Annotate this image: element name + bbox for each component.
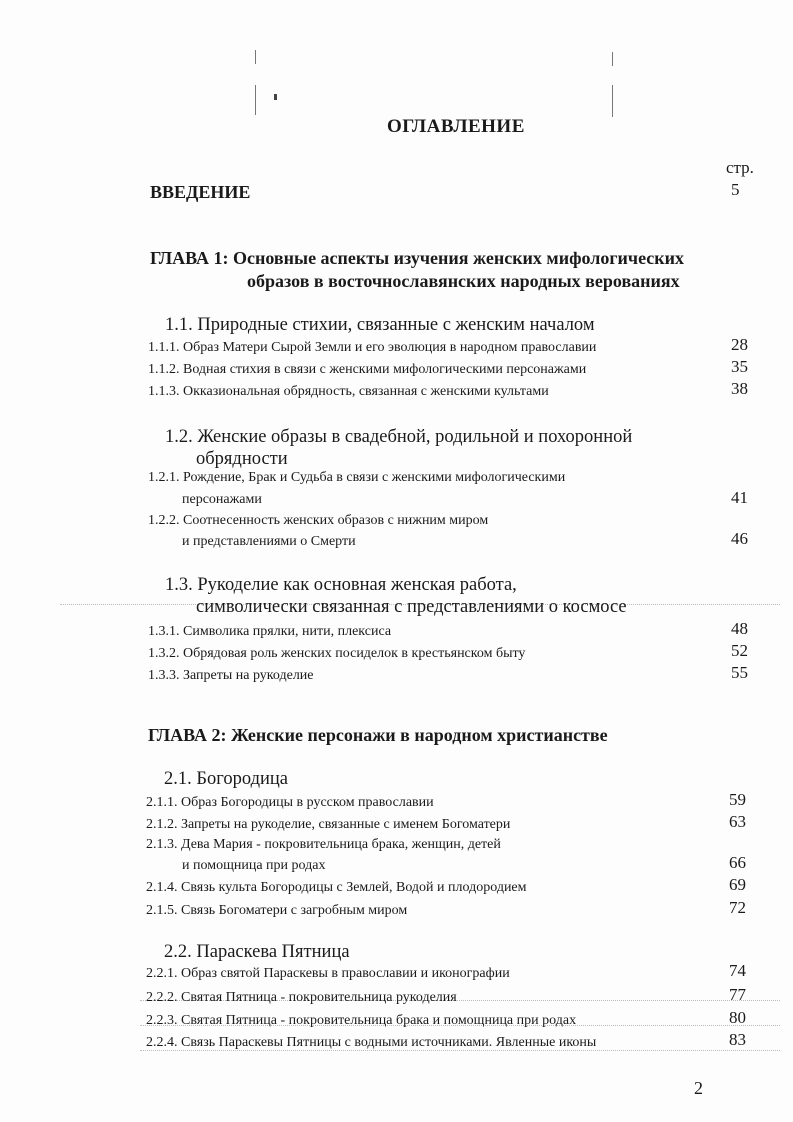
toc-entry-page: 59 xyxy=(729,790,746,809)
section-heading: 1.3. Рукоделие как основная женская работа, xyxy=(165,575,517,595)
toc-entry-page: 46 xyxy=(731,529,748,548)
toc-entry: 2.2.2. Святая Пятница - покровительница рукоделия xyxy=(146,990,457,1005)
toc-entry: 1.3.1. Символика прялки, нити, плексиса xyxy=(148,624,392,639)
toc-entry-cont: персонажами xyxy=(182,492,262,507)
toc-entry-page: 77 xyxy=(729,985,746,1004)
toc-entry: 1.3.2. Обрядовая роль женских посиделок в крестьянском быту xyxy=(148,646,526,661)
toc-entry: 1.1.1. Образ Матери Сырой Земли и его эволюция в народном православии xyxy=(148,340,597,355)
section-heading: 1.1. Природные стихии, связанные с женским началом xyxy=(165,315,595,335)
intro-heading: ВВЕДЕНИЕ xyxy=(150,182,251,202)
toc-entry-page: 74 xyxy=(729,961,746,980)
scan-mark xyxy=(255,85,256,115)
toc-entry: 2.1.3. Дева Мария - покровительница брака, женщин, детей xyxy=(146,837,501,852)
toc-entry-page: 83 xyxy=(729,1030,746,1049)
toc-entry-page: 38 xyxy=(731,379,748,398)
toc-entry-cont: и представлениями о Смерти xyxy=(182,534,356,549)
chapter-2-heading: ГЛАВА 2: Женские персонажи в народном христианстве xyxy=(148,725,608,745)
page-column-label: стр. xyxy=(726,158,754,177)
scan-mark xyxy=(612,52,613,66)
toc-entry-page: 66 xyxy=(729,853,746,872)
toc-entry-cont: и помощница при родах xyxy=(182,858,326,873)
toc-entry-page: 69 xyxy=(729,875,746,894)
scan-mark xyxy=(255,50,256,64)
toc-entry-page: 55 xyxy=(731,663,748,682)
toc-entry-page: 63 xyxy=(729,812,746,831)
section-heading-cont: обрядности xyxy=(196,449,288,469)
toc-entry: 1.1.3. Окказиональная обрядность, связанная с женскими культами xyxy=(148,384,549,399)
toc-entry: 2.1.1. Образ Богородицы в русском православии xyxy=(146,795,434,810)
toc-entry-page: 28 xyxy=(731,335,748,354)
toc-entry: 2.1.4. Связь культа Богородицы с Землей, Водой и плодородием xyxy=(146,880,527,895)
toc-entry-page: 72 xyxy=(729,898,746,917)
toc-entry: 2.1.5. Связь Богоматери с загробным миром xyxy=(146,903,408,918)
toc-entry: 2.1.2. Запреты на рукоделие, связанные с именем Богоматери xyxy=(146,817,511,832)
toc-entry: 1.2.2. Соотнесенность женских образов с нижним миром xyxy=(148,513,489,528)
section-heading: 1.2. Женские образы в свадебной, родильной и похоронной xyxy=(165,427,633,447)
toc-entry-page: 80 xyxy=(729,1008,746,1027)
scan-mark xyxy=(274,94,277,100)
toc-entry: 2.2.1. Образ святой Параскевы в православии и иконографии xyxy=(146,966,510,981)
page-number: 2 xyxy=(694,1078,703,1098)
intro-page: 5 xyxy=(731,180,740,199)
scan-mark xyxy=(612,85,613,117)
toc-entry-page: 41 xyxy=(731,488,748,507)
toc-entry: 2.2.3. Святая Пятница - покровительница брака и помощница при родах xyxy=(146,1013,577,1028)
page-title: ОГЛАВЛЕНИЕ xyxy=(387,116,525,137)
toc-entry: 1.1.2. Водная стихия в связи с женскими мифологическими персонажами xyxy=(148,362,587,377)
section-heading: 2.1. Богородица xyxy=(164,769,289,789)
chapter-1-heading-cont: образов в восточнославянских народных верованиях xyxy=(247,271,680,291)
toc-entry-page: 48 xyxy=(731,619,748,638)
toc-entry: 1.2.1. Рождение, Брак и Судьба в связи с женскими мифологическими xyxy=(148,470,566,485)
section-heading-cont: символически связанная с представлениями о космосе xyxy=(196,597,627,617)
toc-entry: 2.2.4. Связь Параскевы Пятницы с водными источниками. Явленные иконы xyxy=(146,1035,597,1050)
toc-entry: 1.3.3. Запреты на рукоделие xyxy=(148,668,314,683)
toc-entry-page: 35 xyxy=(731,357,748,376)
toc-entry-page: 52 xyxy=(731,641,748,660)
chapter-1-heading: ГЛАВА 1: Основные аспекты изучения женских мифологических xyxy=(150,248,685,268)
section-heading: 2.2. Параскева Пятница xyxy=(164,942,350,962)
